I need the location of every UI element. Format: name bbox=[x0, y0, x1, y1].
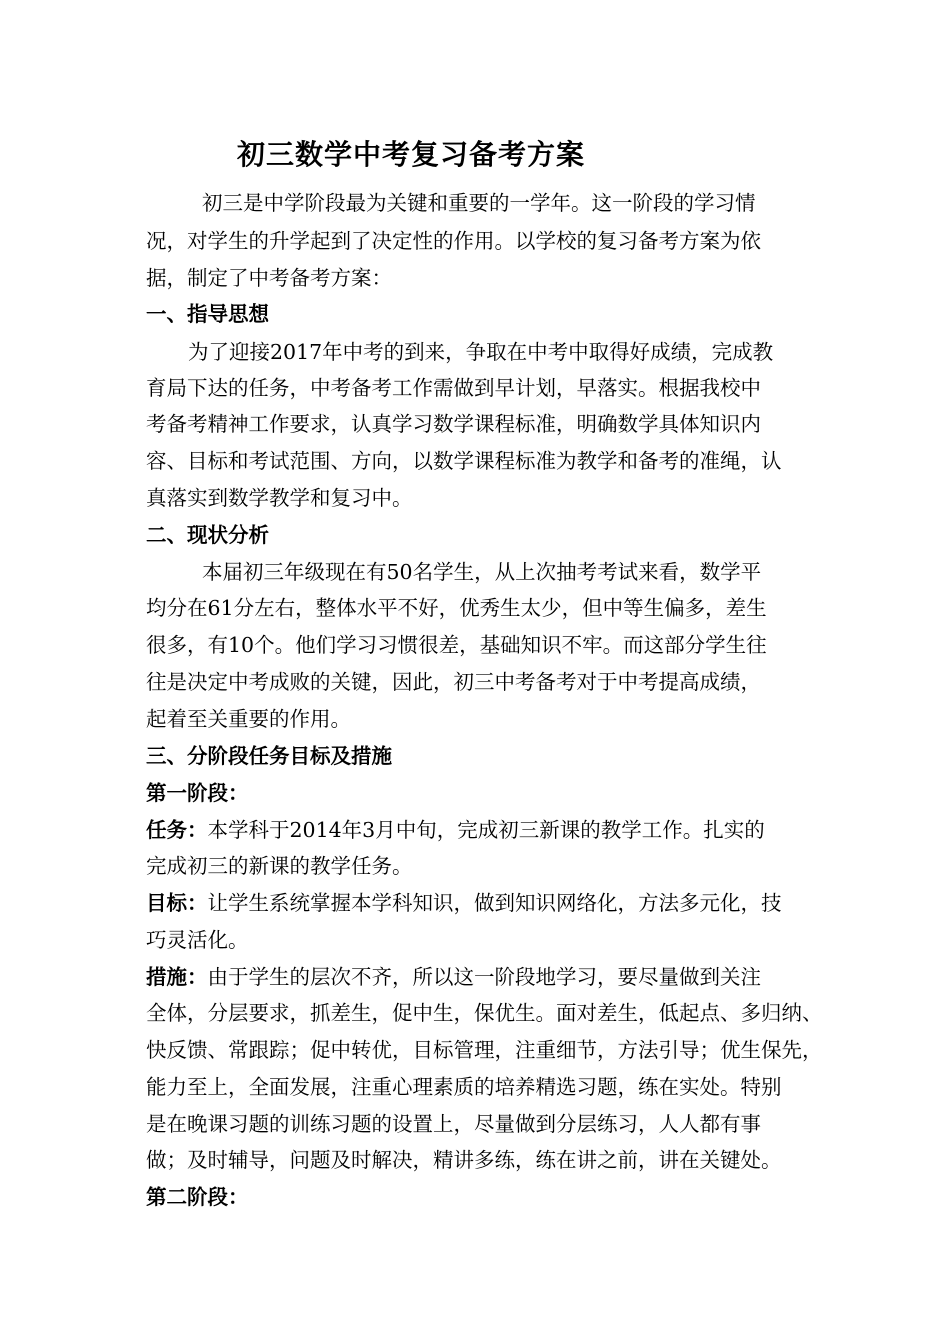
task-text: 本学科于2014年3月中旬，完成初三新课的教学工作。扎实的 bbox=[207, 818, 765, 842]
measure-line bbox=[146, 963, 761, 991]
section-heading: 二、现状分析 bbox=[146, 523, 269, 547]
measure-label: 措施： bbox=[146, 965, 208, 989]
paragraph-line: 真落实到数学教学和复习中。 bbox=[146, 486, 413, 510]
paragraph-line: 巧灵活化。 bbox=[146, 928, 249, 952]
paragraph-line: 能力至上，全面发展，注重心理素质的培养精选习题，练在实处。特别 bbox=[146, 1075, 782, 1099]
paragraph-line: 全体，分层要求，抓差生，促中生，保优生。面对差生，低起点、多归纳、 bbox=[146, 1001, 823, 1025]
task-label: 任务： bbox=[146, 818, 208, 842]
goal-label: 目标： bbox=[146, 891, 208, 915]
paragraph-line: 快反馈、常跟踪；促中转优，目标管理，注重细节，方法引导；优生保先， bbox=[146, 1038, 823, 1062]
paragraph-line: 容、目标和考试范围、方向，以数学课程标准为教学和备考的准绳，认 bbox=[146, 449, 782, 473]
paragraph-line: 做；及时辅导，问题及时解决，精讲多练，练在讲之前，讲在关键处。 bbox=[146, 1148, 782, 1172]
paragraph-line: 是在晚课习题的训练习题的设置上，尽量做到分层练习，人人都有事 bbox=[146, 1112, 761, 1136]
section-heading: 一、指导思想 bbox=[146, 302, 269, 326]
section-heading: 三、分阶段任务目标及措施 bbox=[146, 744, 392, 768]
paragraph-line: 育局下达的任务，中考备考工作需做到早计划，早落实。根据我校中 bbox=[146, 376, 761, 400]
task-line bbox=[146, 816, 765, 844]
goal-line bbox=[146, 889, 782, 917]
paragraph-line: 初三是中学阶段最为关键和重要的一学年。这一阶段的学习情 bbox=[202, 191, 756, 215]
stage-heading: 第一阶段： bbox=[146, 781, 249, 805]
stage-heading: 第二阶段： bbox=[146, 1185, 249, 1209]
paragraph-line: 均分在61分左右，整体水平不好，优秀生太少，但中等生偏多，差生 bbox=[146, 596, 767, 620]
paragraph-line: 考备考精神工作要求，认真学习数学课程标准，明确数学具体知识内 bbox=[146, 412, 761, 436]
paragraph-line: 完成初三的新课的教学任务。 bbox=[146, 854, 413, 878]
paragraph-line: 本届初三年级现在有50名学生，从上次抽考考试来看，数学平 bbox=[202, 560, 762, 584]
paragraph-line: 很多，有10个。他们学习习惯很差，基础知识不牢。而这部分学生往 bbox=[146, 633, 767, 657]
measure-text: 由于学生的层次不齐，所以这一阶段地学习，要尽量做到关注 bbox=[207, 965, 761, 989]
paragraph-line: 为了迎接2017年中考的到来，争取在中考中取得好成绩，完成教 bbox=[188, 340, 774, 364]
paragraph-line: 起着至关重要的作用。 bbox=[146, 707, 351, 731]
paragraph-line: 据，制定了中考备考方案： bbox=[146, 266, 392, 290]
paragraph-line: 况，对学生的升学起到了决定性的作用。以学校的复习备考方案为依 bbox=[146, 229, 761, 253]
goal-text: 让学生系统掌握本学科知识，做到知识网络化，方法多元化，技 bbox=[207, 891, 782, 915]
paragraph-line: 往是决定中考成败的关键，因此，初三中考备考对于中考提高成绩， bbox=[146, 670, 761, 694]
document-title: 初三数学中考复习备考方案 bbox=[237, 138, 586, 171]
